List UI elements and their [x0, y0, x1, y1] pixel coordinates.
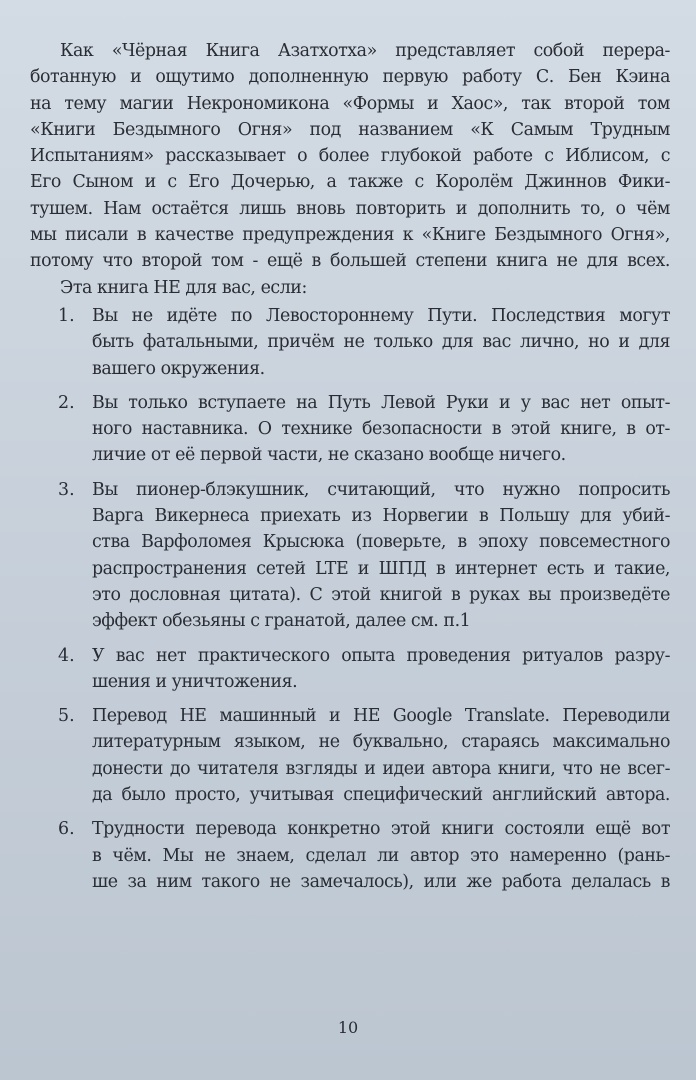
list-item [30, 816, 670, 895]
list-item [30, 390, 670, 469]
intro-line: мы писали в качестве предупреждения к «Книге Бездымного Огня», [30, 225, 670, 246]
list-item-number: 3. [58, 479, 75, 500]
list-item-line: Перевод НЕ машинный и НЕ Google Translate. Переводили [92, 706, 670, 727]
list-item-number: 5. [58, 706, 75, 727]
list-item-line: это дословная цитата). С этой книгой в руках вы произведёте [92, 584, 670, 605]
page-number: 10 [337, 1018, 359, 1037]
intro-line: тушем. Нам остаётся лишь вновь повторить и дополнить то, о чём [30, 198, 670, 219]
list-item-number: 6. [58, 819, 75, 840]
list-item-line: донести до читателя взгляды и идеи автора книги, что не всег- [92, 758, 670, 779]
list-item-line: распространения сетей LTE и ШПД в интернет есть и такие, [92, 558, 670, 579]
book-page [30, 38, 670, 895]
list-item-number: 4. [58, 645, 75, 666]
list-item-line: ше за ним такого не замечалось), или же работа делалась в [92, 871, 670, 892]
list-item-line: Варга Викернеса приехать из Норвегии в Польшу для убий- [92, 506, 670, 527]
list-item [30, 643, 670, 696]
list-item-line: ства Варфоломея Крысюка (поверьте, в эпоху повсеместного [92, 532, 670, 553]
numbered-list [30, 303, 670, 895]
intro-line: потому что второй том - ещё в большей степени книга не для всех. [30, 251, 670, 272]
intro-line: «Книги Бездымного Огня» под названием «К Самым Трудным [30, 119, 670, 140]
list-item-line: да было просто, учитывая специфический английский автора. [92, 785, 670, 806]
intro-paragraph [30, 38, 670, 275]
list-item [30, 703, 670, 808]
list-item-number: 2. [58, 392, 75, 413]
list-item-line: ного наставника. О технике безопасности в этой книге, в от- [92, 419, 670, 440]
list-item-line: Вы только вступаете на Путь Левой Руки и у вас нет опыт- [92, 392, 670, 413]
list-item-line: литературным языком, не буквально, стараясь максимально [92, 732, 670, 753]
intro-line: Как «Чёрная Книга Азатхотха» представляет собой перера- [60, 41, 670, 61]
list-item-line: личие от её первой части, не сказано вообще ничего. [92, 445, 566, 466]
list-item-number: 1. [58, 305, 75, 326]
list-item-line: в чём. Мы не знаем, сделал ли автор это намеренно (рань- [92, 845, 670, 866]
list-heading: Эта книга НЕ для вас, если: [60, 277, 307, 298]
intro-line: Испытаниям» рассказывает о более глубокой работе с Иблисом, с [30, 146, 670, 167]
intro-line: на тему магии Некрономикона «Формы и Хаос», так второй том [30, 93, 670, 114]
list-item [30, 477, 670, 635]
list-item-line: Вы пионер-блэкушник, считающий, что нужно попросить [92, 479, 670, 500]
list-item [30, 303, 670, 382]
list-item-line: быть фатальными, причём не только для вас лично, но и для [92, 332, 670, 353]
intro-line: Его Сыном и с Его Дочерью, а также с Королём Джиннов Фики- [30, 172, 670, 193]
list-item-line: эффект обезьяны с гранатой, далее см. п.1 [92, 611, 471, 632]
list-item-line: вашего окружения. [92, 358, 265, 379]
list-item-line: У вас нет практического опыта проведения ритуалов разру- [92, 645, 670, 666]
list-item-line: шения и уничтожения. [92, 671, 298, 692]
list-item-line: Вы не идёте по Левостороннему Пути. Последствия могут [92, 305, 670, 326]
list-item-line: Трудности перевода конкретно этой книги состояли ещё вот [92, 819, 670, 840]
intro-line: ботанную и ощутимо дополненную первую работу С. Бен Кэина [30, 67, 670, 88]
